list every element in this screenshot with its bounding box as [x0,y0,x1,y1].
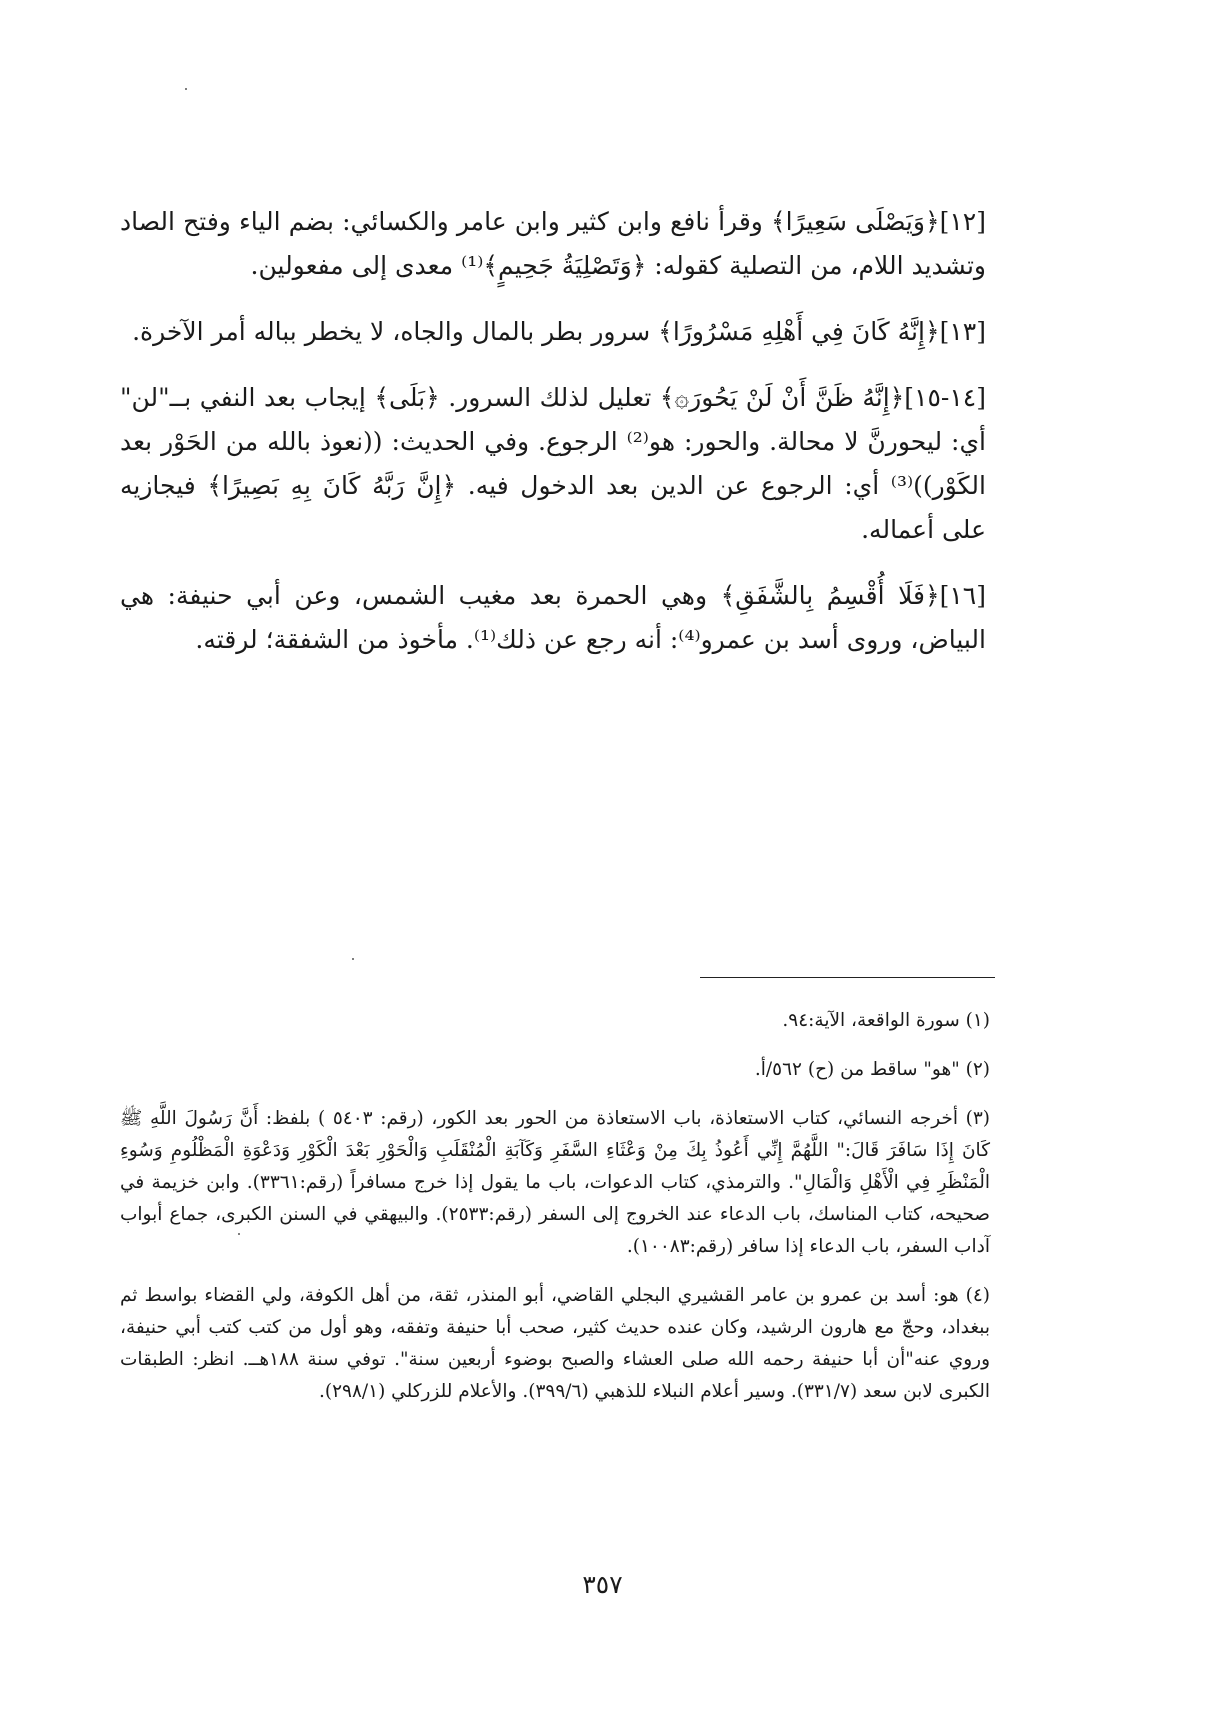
scan-speck [238,1233,240,1235]
footnote-4: (٤) هو: أسد بن عمرو بن عامر القشيري البجلي القاضي، أبو المنذر، ثقة، من أهل الكوفة، ولي القضاء بواسط ثم ببغداد، وحجّ مع هارون الرشيد، وكان عنده حديث كثير، صحب أبا حنيفة وتفقه، وهو أول من كتب كتب أبي حنيفة، وروي عنه"أن أبا حنيفة رحمه الله صلى العشاء والصبح بوضوء أربعين سنة". توفي سنة ١٨٨هــ. انظر: الطبقات الكبرى لابن سعد (٣٣١/٧). وسير أعلام النبلاء للذهبي (٣٩٩/٦). والأعلام للزركلي (٢٩٨/١). [120,1285,990,1402]
footnote-1: (١) سورة الواقعة، الآية:٩٤. [782,1010,990,1031]
paragraph-verse-14-15: [١٤-١٥]﴿إِنَّهُ ظَنَّ أَنْ لَنْ يَحُورَ۞﴾ تعليل لذلك السرور. ﴿بَلَى﴾ إيجاب بعد النفي بــ"لن" أي: ليحورنَّ لا محالة. والحور: هو⁽²⁾ الرجوع. وفي الحديث: ((نعوذ بالله من الحَوْر بعد الكَوْر))⁽³⁾ أي: الرجوع عن الدين بعد الدخول فيه. ﴿إِنَّ رَبَّهُ كَانَ بِهِ بَصِيرًا﴾ فيجازيه على أعماله. [120,383,986,544]
scan-speck [352,958,354,960]
paragraph-verse-16: [١٦]﴿فَلَا أُقْسِمُ بِالشَّفَقِ﴾ وهي الحمرة بعد مغيب الشمس، وعن أبي حنيفة: هي البياض، وروى أسد بن عمرو⁽⁴⁾: أنه رجع عن ذلك⁽¹⁾. مأخوذ من الشفقة؛ لرقته. [120,581,986,654]
paragraph-verse-13: [١٣]﴿إِنَّهُ كَانَ فِي أَهْلِهِ مَسْرُورًا﴾ سرور بطر بالمال والجاه، لا يخطر بباله أمر الآخرة. [132,317,986,346]
scan-speck [185,88,187,90]
paragraph-verse-12: [١٢]﴿وَيَصْلَى سَعِيرًا﴾ وقرأ نافع وابن كثير وابن عامر والكسائي: بضم الياء وفتح الصاد وتشديد اللام، من التصلية كقوله: ﴿وَتَصْلِيَةُ جَحِيمٍ﴾⁽¹⁾ معدى إلى مفعولين. [120,207,986,280]
page-number: ٣٥٧ [582,1570,623,1599]
main-text-body [120,200,986,684]
footnote-3: (٣) أخرجه النسائي، كتاب الاستعاذة، باب الاستعاذة من الحور بعد الكور، (رقم: ٥٤٠٣ ) بلفظ: أَنَّ رَسُولَ اللَّهِ ﷺ كَانَ إِذَا سَافَرَ قَالَ:" اللَّهُمَّ إِنِّي أَعُوذُ بِكَ مِنْ وَعْثَاءِ السَّفَرِ وَكَآبَةِ الْمُنْقَلَبِ وَالْحَوْرِ بَعْدَ الْكَوْرِ وَدَعْوَةِ الْمَظْلُومِ وَسُوءِ الْمَنْظَرِ فِي الْأَهْلِ وَالْمَالِ". والترمذي، كتاب الدعوات، باب ما يقول إذا خرج مسافراً (رقم:٣٣٦١). وابن خزيمة في صحيحه، كتاب المناسك، باب الدعاء عند الخروج إلى السفر (رقم:٢٥٣٣). والبيهقي في السنن الكبرى، جماع أبواب آداب السفر، باب الدعاء إذا سافر (رقم:١٠٠٨٣). [120,1108,991,1257]
footnote-separator [700,977,995,978]
footnote-2: (٢) "هو" ساقط من (ح) ٥٦٢/أ. [754,1059,990,1080]
footnotes-section [120,1005,990,1425]
